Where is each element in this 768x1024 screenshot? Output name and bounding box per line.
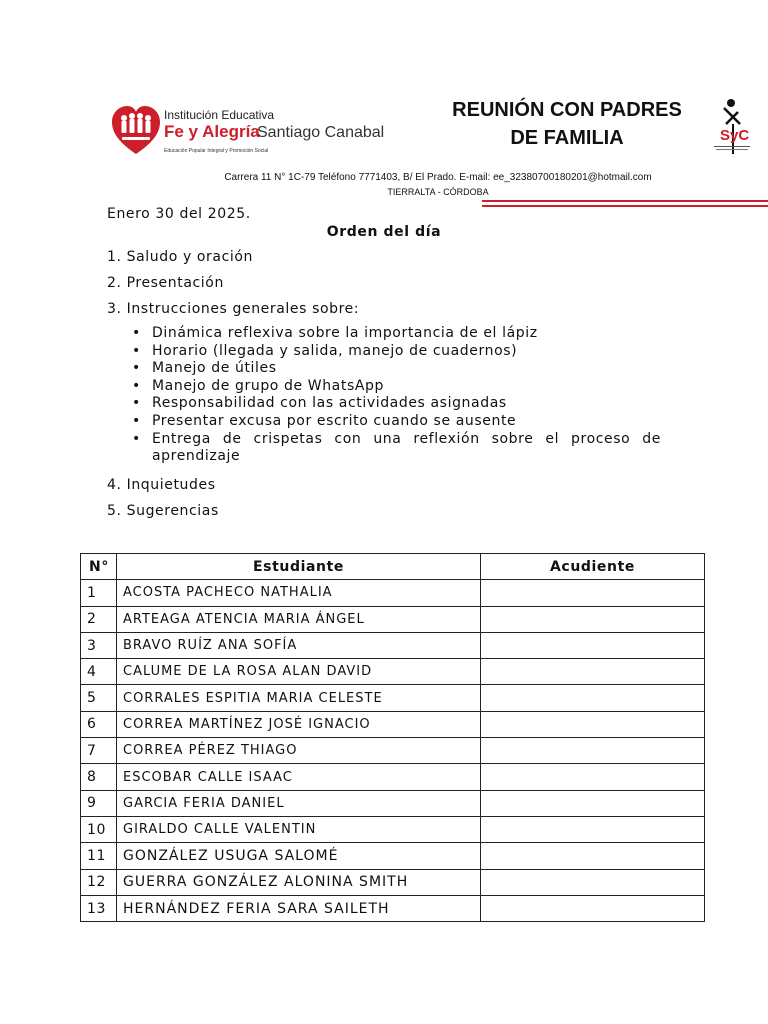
row-number: 12 bbox=[81, 869, 117, 895]
table-row bbox=[81, 843, 705, 869]
bullet-icon: • bbox=[132, 325, 141, 341]
row-number: 2 bbox=[81, 606, 117, 632]
student-name: GUERRA GONZÁLEZ ALONINA SMITH bbox=[117, 869, 481, 895]
guardian-signature-cell[interactable] bbox=[481, 659, 705, 685]
list-item: • Responsabilidad con las actividades asignadas bbox=[132, 395, 507, 412]
bullet-icon: • bbox=[132, 377, 141, 394]
student-name: CORREA PÉREZ THIAGO bbox=[117, 738, 481, 764]
guardian-signature-cell[interactable] bbox=[481, 816, 705, 842]
column-header-student: Estudiante bbox=[117, 554, 481, 580]
student-name: GONZÁLEZ USUGA SALOMÉ bbox=[117, 843, 481, 869]
student-name: ARTEAGA ATENCIA MARIA ÁNGEL bbox=[117, 606, 481, 632]
table-row bbox=[81, 816, 705, 842]
logo-line1: Institución Educativa bbox=[164, 108, 275, 122]
attendance-table bbox=[80, 553, 705, 922]
row-number: 8 bbox=[81, 764, 117, 790]
header-divider-bottom bbox=[482, 205, 768, 207]
student-name: HERNÁNDEZ FERIA SARA SAILETH bbox=[117, 895, 481, 921]
emblem-text: SyC bbox=[720, 127, 750, 144]
list-item: • Dinámica reflexiva sobre la importancia de el lápiz bbox=[132, 325, 538, 341]
row-number: 4 bbox=[81, 659, 117, 685]
logo-line2-part1: Fe y Alegría bbox=[164, 122, 260, 141]
table-row bbox=[81, 685, 705, 711]
row-number: 10 bbox=[81, 816, 117, 842]
guardian-signature-cell[interactable] bbox=[481, 711, 705, 737]
student-name: ACOSTA PACHECO NATHALIA bbox=[117, 580, 481, 606]
guardian-signature-cell[interactable] bbox=[481, 606, 705, 632]
table-row bbox=[81, 711, 705, 737]
row-number: 5 bbox=[81, 685, 117, 711]
agenda-item-3: 3. Instrucciones generales sobre: bbox=[107, 301, 360, 317]
table-row bbox=[81, 869, 705, 895]
page-title-line2: DE FAMILIA bbox=[510, 127, 624, 149]
row-number: 1 bbox=[81, 580, 117, 606]
table-row bbox=[81, 659, 705, 685]
guardian-signature-cell[interactable] bbox=[481, 764, 705, 790]
row-number: 11 bbox=[81, 843, 117, 869]
bullet-icon: • bbox=[132, 395, 141, 412]
table-row bbox=[81, 580, 705, 606]
table-row bbox=[81, 895, 705, 921]
instruction-list bbox=[128, 325, 661, 466]
student-name: CALUME DE LA ROSA ALAN DAVID bbox=[117, 659, 481, 685]
guardian-signature-cell[interactable] bbox=[481, 843, 705, 869]
list-item: • Presentar excusa por escrito cuando se ausente bbox=[132, 412, 517, 429]
institution-emblem bbox=[702, 94, 762, 158]
row-number: 6 bbox=[81, 711, 117, 737]
logo-line2-part2: Santiago Canabal bbox=[257, 124, 385, 141]
student-name: CORREA MARTÍNEZ JOSÉ IGNACIO bbox=[117, 711, 481, 737]
bullet-icon: • bbox=[132, 360, 141, 377]
column-header-guardian: Acudiente bbox=[481, 554, 705, 580]
list-item: • Entrega de crispetas con una reflexión sobre el proceso de aprendizaje bbox=[132, 430, 661, 465]
table-row bbox=[81, 632, 705, 658]
list-item: • Manejo de grupo de WhatsApp bbox=[132, 377, 384, 394]
bullet-icon: • bbox=[132, 412, 141, 429]
row-number: 13 bbox=[81, 895, 117, 921]
agenda-item-2: 2. Presentación bbox=[107, 275, 224, 291]
row-number: 3 bbox=[81, 632, 117, 658]
agenda-item-5: 5. Sugerencias bbox=[107, 503, 219, 519]
table-row bbox=[81, 606, 705, 632]
school-logo bbox=[112, 104, 385, 158]
agenda-item-4: 4. Inquietudes bbox=[107, 477, 216, 493]
guardian-signature-cell[interactable] bbox=[481, 685, 705, 711]
guardian-signature-cell[interactable] bbox=[481, 580, 705, 606]
meeting-date: Enero 30 del 2025. bbox=[107, 206, 251, 222]
student-name: GIRALDO CALLE VALENTIN bbox=[117, 816, 481, 842]
column-header-number: N° bbox=[81, 554, 117, 580]
student-name: BRAVO RUÍZ ANA SOFÍA bbox=[117, 632, 481, 658]
logo-tagline: Educación Popular Integral y Promoción Social bbox=[164, 148, 269, 154]
row-number: 9 bbox=[81, 790, 117, 816]
address-line: Carrera 11 N° 1C-79 Teléfono 7771403, B/ El Prado. E-mail: ee_32380700180201@hotmail.com bbox=[224, 172, 652, 183]
list-item: • Horario (llegada y salida, manejo de cuadernos) bbox=[132, 342, 518, 359]
guardian-signature-cell[interactable] bbox=[481, 632, 705, 658]
header-divider-top bbox=[482, 200, 768, 202]
table-row bbox=[81, 738, 705, 764]
guardian-signature-cell[interactable] bbox=[481, 895, 705, 921]
guardian-signature-cell[interactable] bbox=[481, 790, 705, 816]
student-name: GARCIA FERIA DANIEL bbox=[117, 790, 481, 816]
page-title-line1: REUNIÓN CON PADRES bbox=[452, 99, 682, 121]
agenda-item-1: 1. Saludo y oración bbox=[107, 249, 253, 265]
guardian-signature-cell[interactable] bbox=[481, 869, 705, 895]
bullet-icon: • bbox=[132, 430, 141, 447]
row-number: 7 bbox=[81, 738, 117, 764]
agenda-title: Orden del día bbox=[326, 224, 442, 240]
student-name: CORRALES ESPITIA MARIA CELESTE bbox=[117, 685, 481, 711]
list-item: • Manejo de útiles bbox=[132, 360, 277, 377]
bullet-icon: • bbox=[132, 342, 141, 359]
guardian-signature-cell[interactable] bbox=[481, 738, 705, 764]
table-header-row bbox=[81, 554, 705, 580]
student-name: ESCOBAR CALLE ISAAC bbox=[117, 764, 481, 790]
table-row bbox=[81, 790, 705, 816]
table-row bbox=[81, 764, 705, 790]
city-line: TIERRALTA - CÓRDOBA bbox=[387, 187, 489, 197]
heart-icon bbox=[112, 106, 160, 154]
